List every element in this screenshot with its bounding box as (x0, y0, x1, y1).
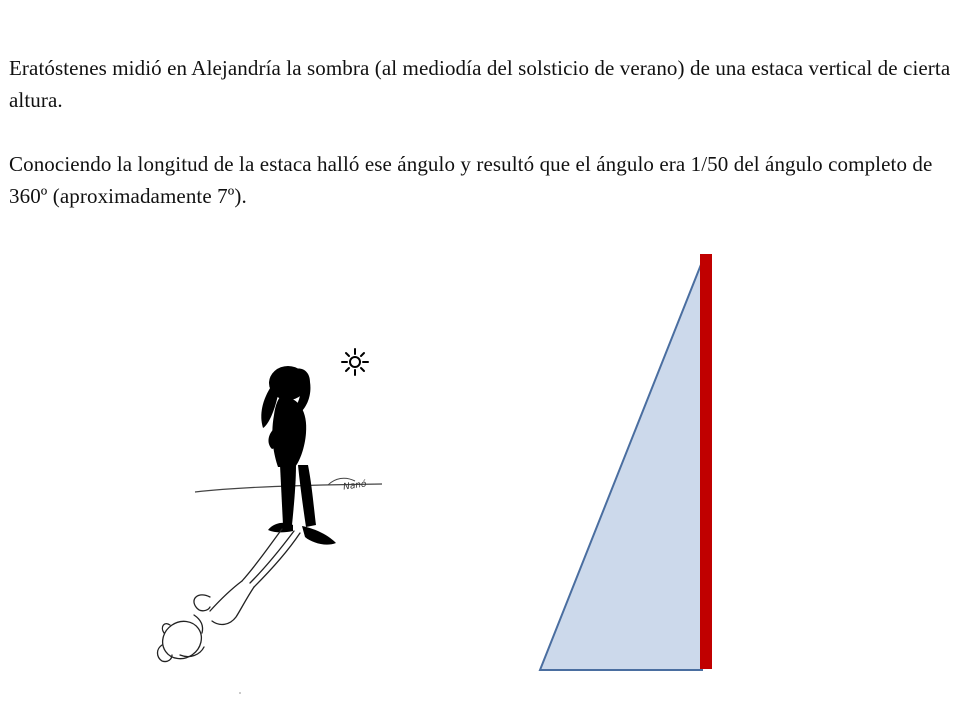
paragraph-1: Eratóstenes midió en Alejandría la sombra (al mediodía del solsticio de verano) de una estaca vertical de cierta altura. (9, 56, 951, 112)
faint-dot-bottom (239, 692, 241, 694)
paragraph-2: Conociendo la longitud de la estaca halló ese ángulo y resultó que el ángulo era 1/50 del ángulo completo de 360º (aproximadamente 7º). (9, 152, 933, 208)
sun-icon (342, 349, 368, 375)
shadow-figure (155, 529, 300, 666)
red-stake (700, 254, 712, 669)
shadow-cartoon-illustration (150, 315, 400, 710)
artist-signature: Nanó (342, 479, 368, 493)
angle-triangle (540, 262, 702, 670)
stake-shadow-angle-diagram (530, 248, 720, 678)
text-block (9, 52, 954, 212)
standing-figure (261, 366, 336, 545)
